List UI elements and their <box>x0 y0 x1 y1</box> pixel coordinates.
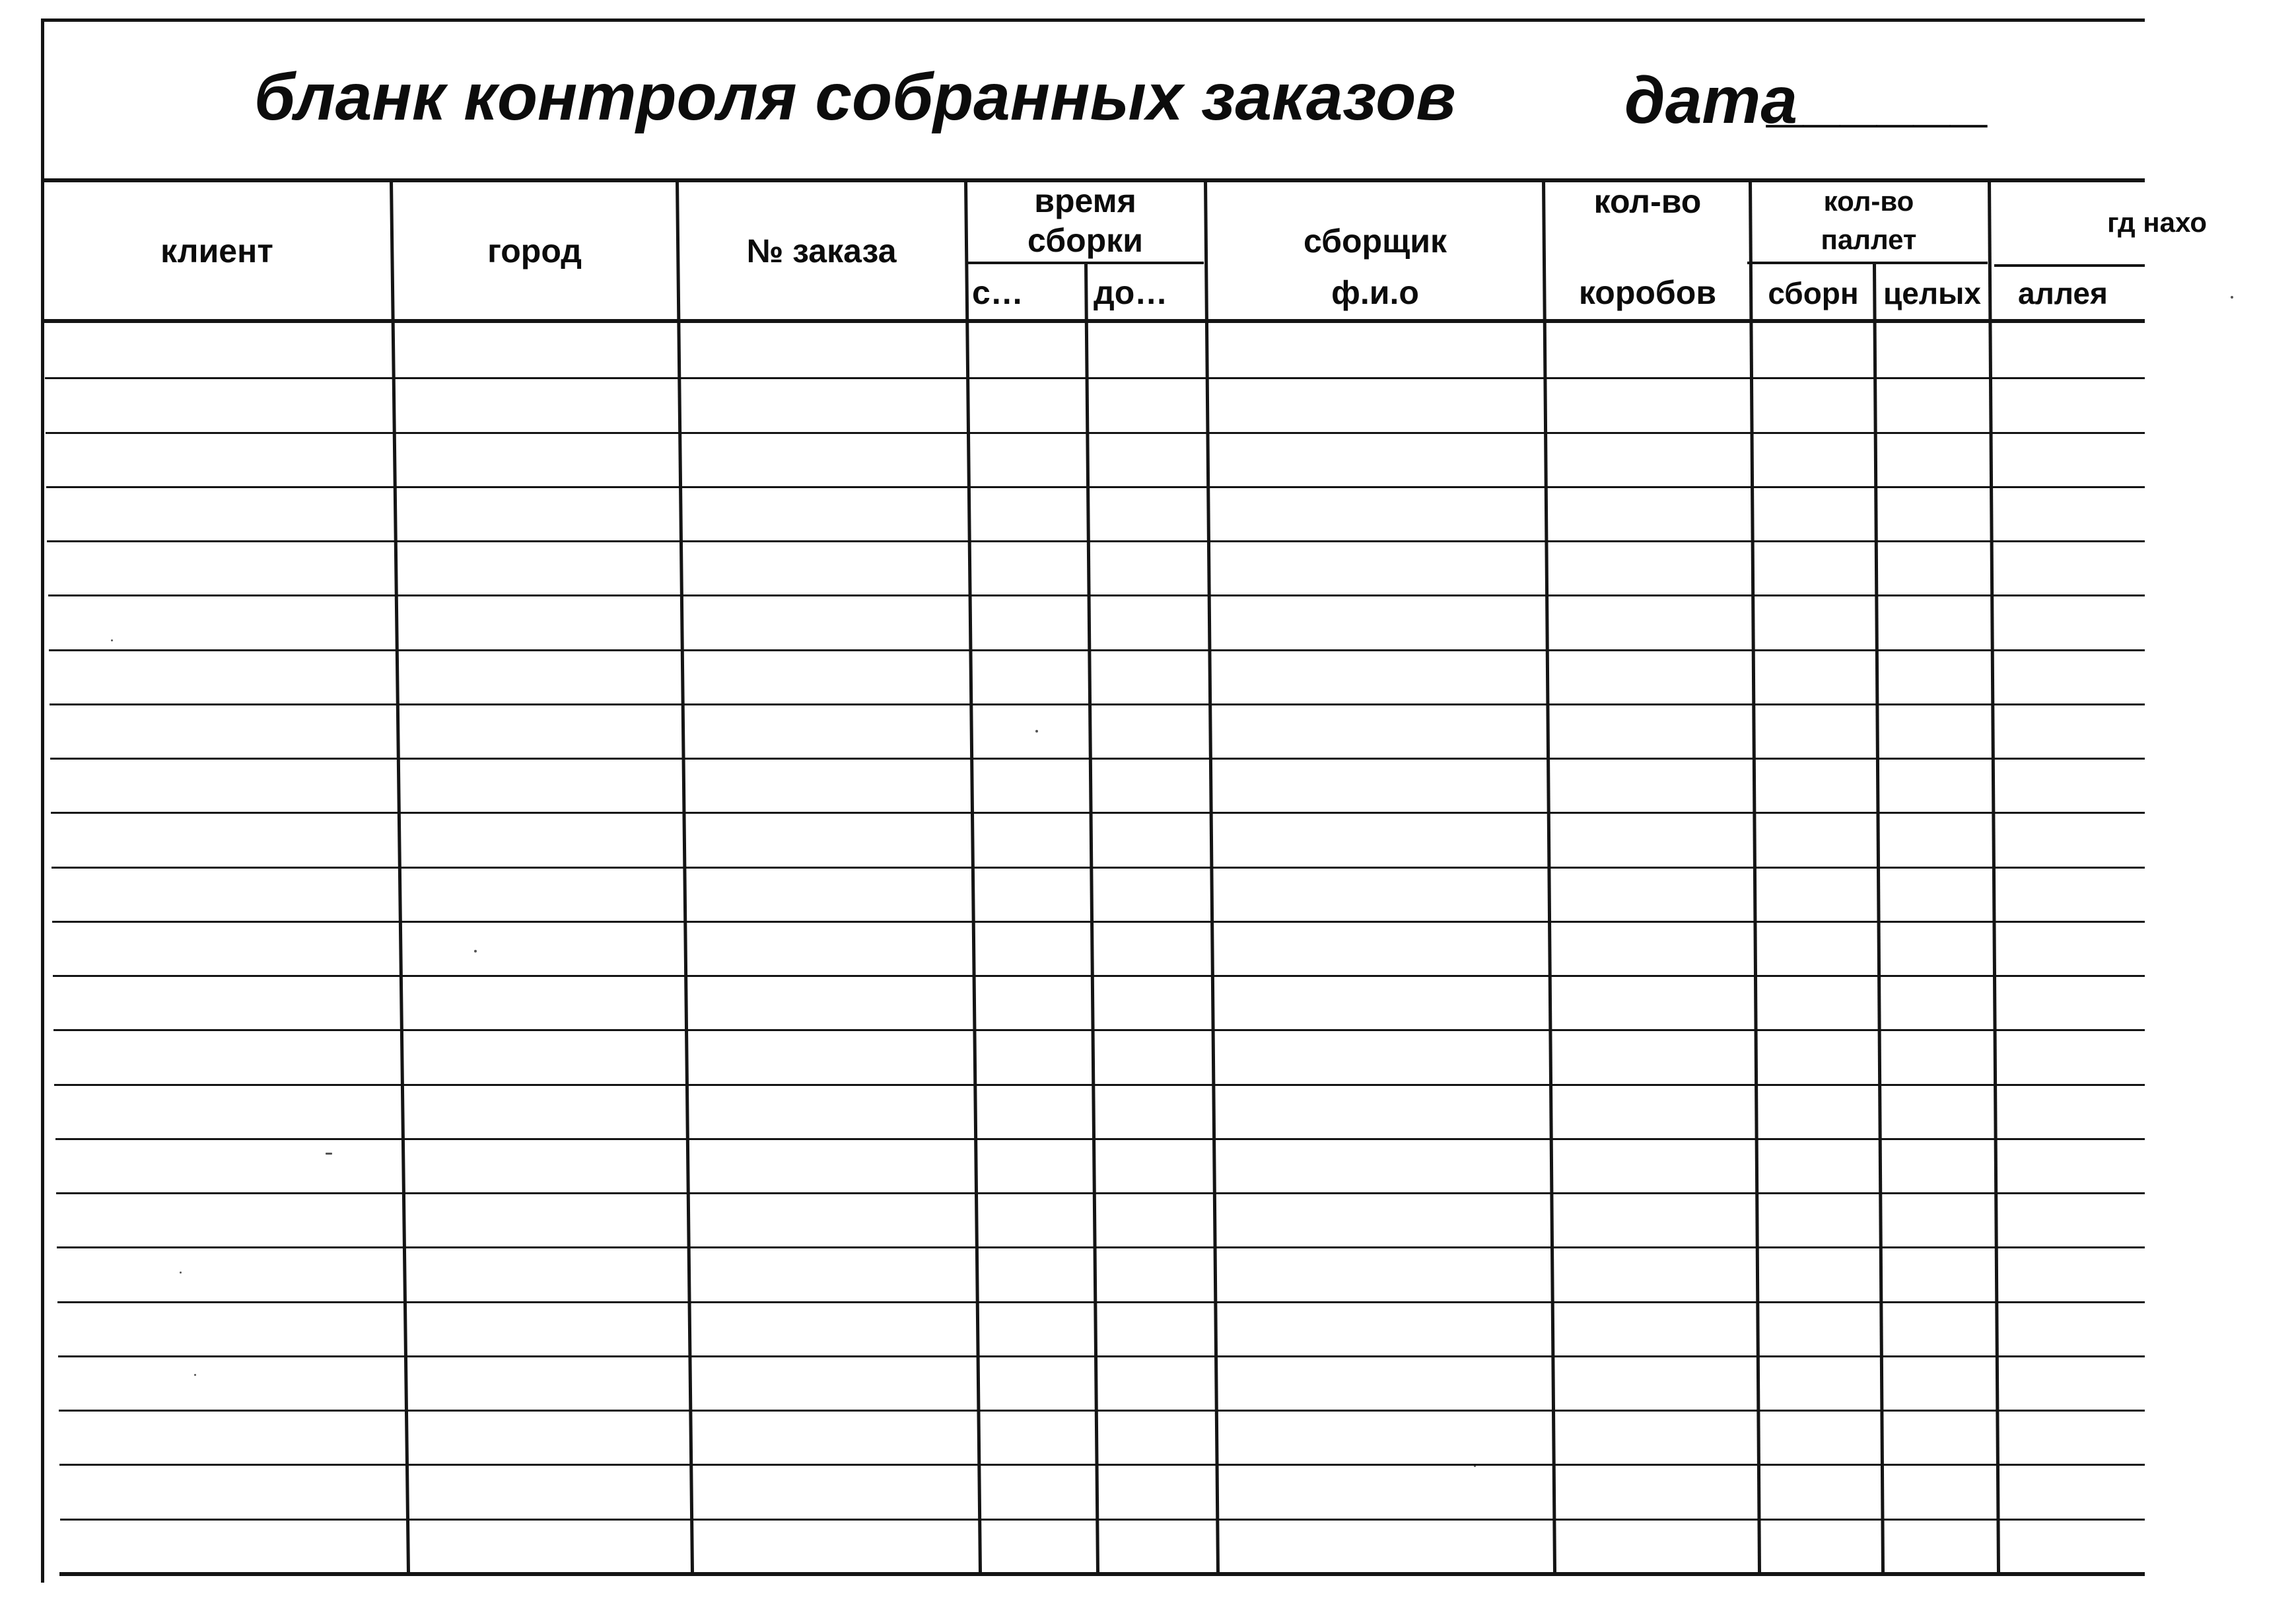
table-row-line <box>50 758 2145 760</box>
table-row-line <box>57 1246 2145 1248</box>
table-row-line <box>52 867 2145 869</box>
table-row-line <box>45 377 2145 379</box>
column-divider <box>964 180 982 1573</box>
date-field[interactable]: ______ <box>1770 60 1990 134</box>
column-divider <box>1873 264 1885 1573</box>
scan-speck <box>194 1374 196 1376</box>
column-divider <box>1749 180 1761 1573</box>
scan-speck <box>1035 730 1038 733</box>
table-row-line <box>46 432 2145 434</box>
table-row-line <box>55 1138 2145 1140</box>
column-divider <box>1542 180 1556 1573</box>
column-divider <box>1084 264 1099 1573</box>
header-location-aisle: аллея <box>2018 276 2108 310</box>
scan-speck <box>2231 296 2233 299</box>
table-row-line <box>49 649 2145 651</box>
table-row-line <box>56 1192 2145 1194</box>
scan-speck <box>474 950 477 952</box>
header-time-to: до… <box>1094 273 1168 311</box>
header-pallets: кол-во паллет <box>1821 186 1917 255</box>
header-picker-name: ф.и.о <box>1331 273 1419 311</box>
pallet-subheader-line <box>1747 262 1988 264</box>
table-row-line <box>59 1410 2145 1412</box>
table-row-line <box>51 812 2145 814</box>
frame-bottom-line <box>59 1572 2145 1576</box>
table-row-line <box>58 1355 2145 1357</box>
header-boxes-bottom: коробов <box>1578 273 1717 311</box>
date-label: дата <box>1624 63 1797 137</box>
form-title: бланк контроля собранных заказов <box>254 60 1456 134</box>
scan-speck <box>111 639 113 641</box>
table-row-line <box>57 1301 2145 1303</box>
header-bottom-line <box>44 319 2145 323</box>
column-divider <box>676 180 694 1573</box>
header-city: город <box>487 232 582 270</box>
header-location: гд нахо <box>2107 207 2207 238</box>
header-boxes-top: кол-во <box>1593 183 1702 220</box>
table-row-line <box>46 486 2145 488</box>
header-time-from: с… <box>972 273 1024 311</box>
table-row-line <box>47 540 2145 542</box>
header-picker: сборщик <box>1303 223 1447 260</box>
table-row-line <box>60 1519 2145 1521</box>
header-pallets-assembled: сборн <box>1768 276 1859 310</box>
table-row-line <box>52 921 2145 923</box>
table-row-line <box>53 975 2145 977</box>
header-assembly-time: время сборки <box>1027 182 1143 259</box>
table-row-line <box>50 703 2145 705</box>
table-row-line <box>59 1464 2145 1466</box>
header-location-clip <box>1996 180 2207 266</box>
header-client: клиент <box>160 232 273 270</box>
scan-speck <box>180 1272 182 1274</box>
header-order-number: № заказа <box>746 232 897 270</box>
column-divider <box>1204 180 1220 1573</box>
frame-top-line <box>41 18 2145 22</box>
table-row-line <box>53 1029 2145 1031</box>
column-divider <box>1988 180 2000 1573</box>
column-divider <box>390 180 410 1573</box>
header-pallets-whole: целых <box>1883 276 1981 310</box>
table-row-line <box>48 594 2145 596</box>
table-row-line <box>54 1084 2145 1086</box>
scan-speck <box>326 1153 332 1155</box>
